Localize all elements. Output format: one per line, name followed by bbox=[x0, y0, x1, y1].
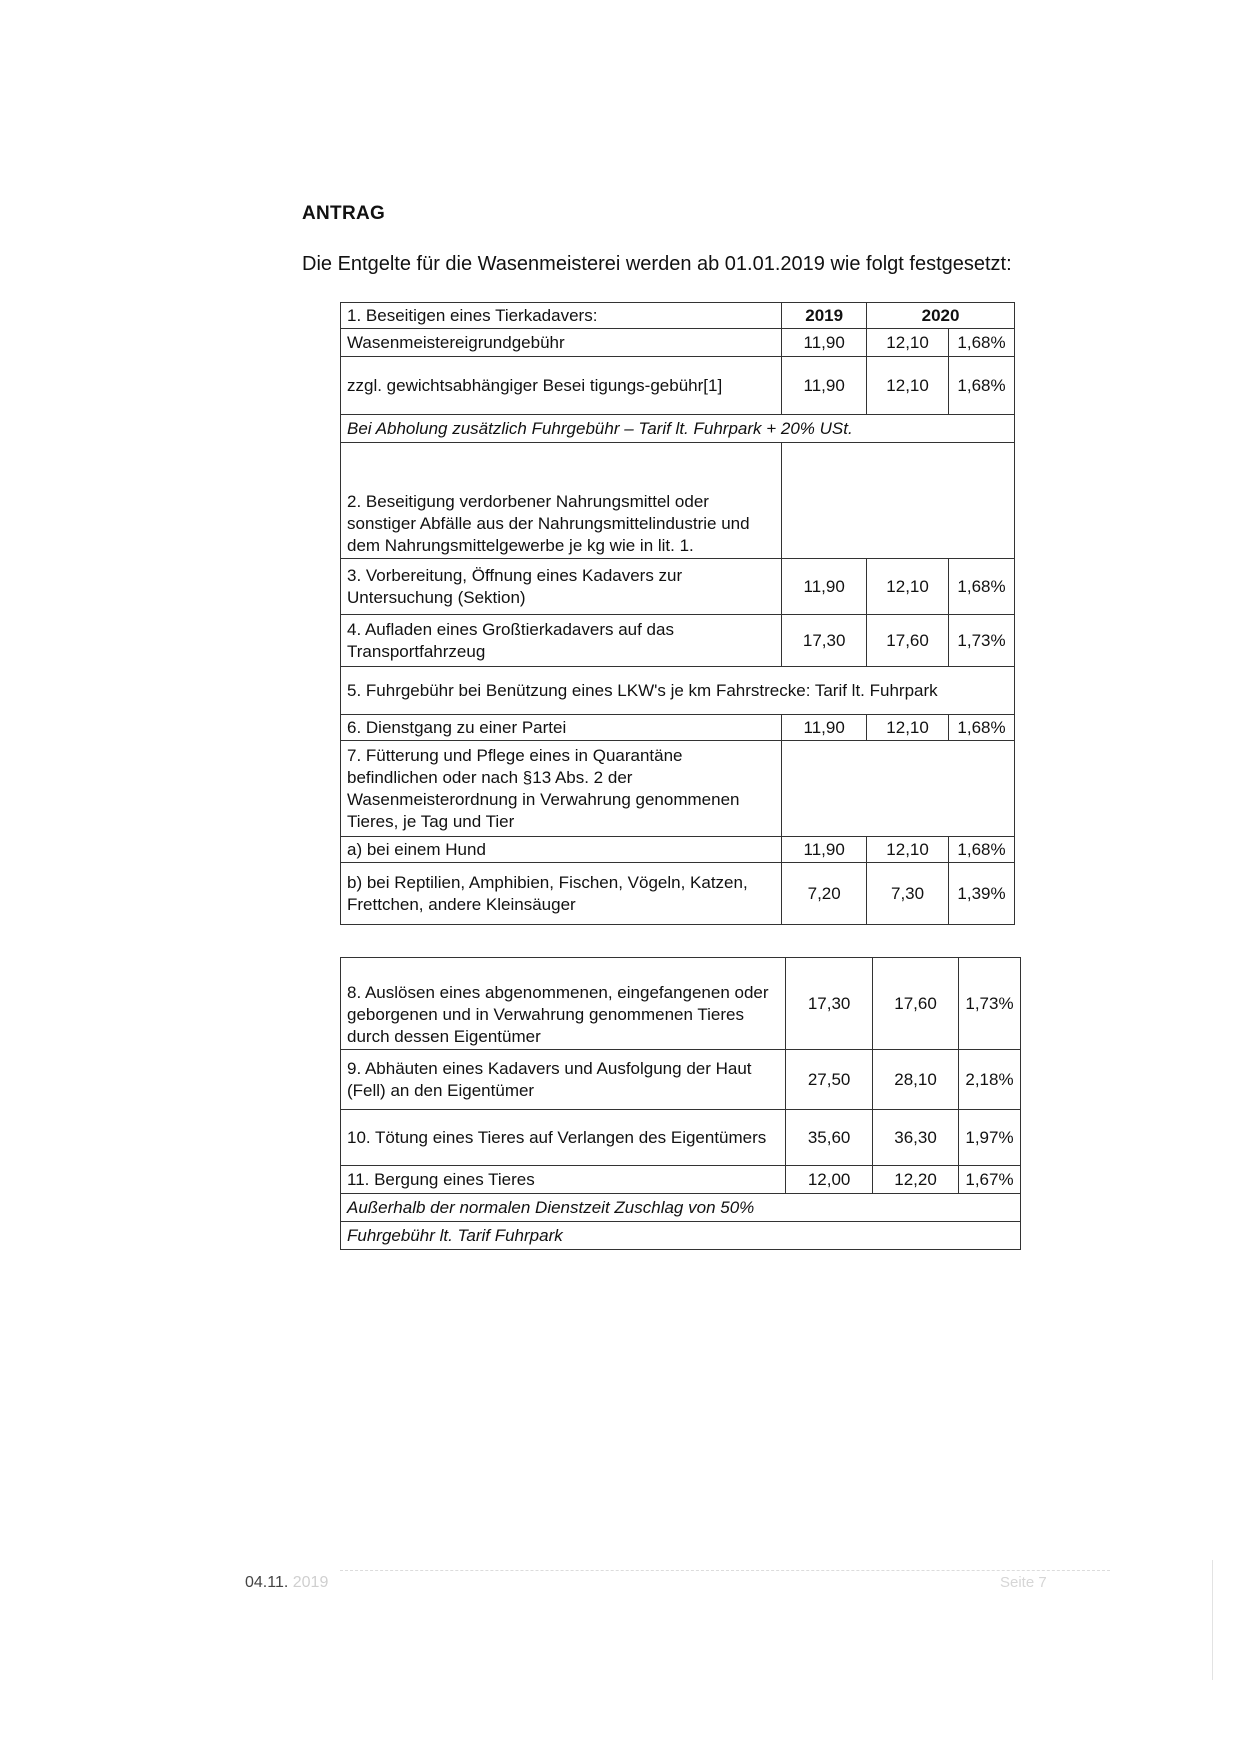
value-2020: 7,30 bbox=[867, 863, 949, 925]
empty-cell bbox=[782, 443, 1015, 559]
change-percent: 1,68% bbox=[949, 715, 1015, 741]
table-row bbox=[341, 357, 1015, 415]
row-label: 5. Fuhrgebühr bei Benützung eines LKW's je km Fahrstrecke: Tarif lt. Fuhrpark bbox=[341, 667, 1015, 715]
value-2020: 17,60 bbox=[873, 958, 959, 1050]
change-percent: 1,97% bbox=[958, 1110, 1020, 1166]
document-heading: ANTRAG bbox=[302, 203, 386, 224]
value-2020: 17,60 bbox=[867, 615, 949, 667]
row-note: Fuhrgebühr lt. Tarif Fuhrpark bbox=[341, 1222, 1021, 1250]
row-label: 3. Vorbereitung, Öffnung eines Kadavers zur Untersuchung (Sektion) bbox=[341, 559, 782, 615]
table-note-row bbox=[341, 1222, 1021, 1250]
value-2019: 11,90 bbox=[782, 357, 867, 415]
change-percent: 1,73% bbox=[958, 958, 1020, 1050]
row-label: 4. Aufladen eines Großtierkadavers auf das Transportfahrzeug bbox=[341, 615, 782, 667]
footer-date-text: 04.11. bbox=[245, 1574, 289, 1591]
row-note: Bei Abholung zusätzlich Fuhrgebühr – Tarif lt. Fuhrpark + 20% USt. bbox=[341, 415, 1015, 443]
change-percent: 1,68% bbox=[949, 357, 1015, 415]
row-label: zzgl. gewichtsabhängiger Besei tigungs-gebühr[1] bbox=[341, 357, 782, 415]
table-row bbox=[341, 837, 1015, 863]
table-row bbox=[341, 667, 1015, 715]
value-2019: 7,20 bbox=[782, 863, 867, 925]
table-row bbox=[341, 958, 1021, 1050]
change-percent: 2,18% bbox=[958, 1050, 1020, 1110]
footer-date bbox=[245, 1574, 328, 1592]
table-row bbox=[341, 741, 1015, 837]
year-2020-header: 2020 bbox=[867, 303, 1015, 329]
value-2019: 11,90 bbox=[782, 715, 867, 741]
change-percent: 1,68% bbox=[949, 837, 1015, 863]
value-2020: 12,10 bbox=[867, 559, 949, 615]
table-row bbox=[341, 1166, 1021, 1194]
table-header-row bbox=[341, 303, 1015, 329]
intro-text: Die Entgelte für die Wasenmeisterei werden ab 01.01.2019 wie folgt festgesetzt: bbox=[302, 253, 1012, 275]
value-2020: 12,20 bbox=[873, 1166, 959, 1194]
table-note-row bbox=[341, 1194, 1021, 1222]
change-percent: 1,68% bbox=[949, 329, 1015, 357]
row-label: 6. Dienstgang zu einer Partei bbox=[341, 715, 782, 741]
fee-table-2 bbox=[340, 957, 1021, 1250]
value-2019: 27,50 bbox=[786, 1050, 873, 1110]
value-2019: 35,60 bbox=[786, 1110, 873, 1166]
change-percent: 1,39% bbox=[949, 863, 1015, 925]
table-row bbox=[341, 329, 1015, 357]
footer-page-number: Seite 7 bbox=[1000, 1574, 1047, 1591]
row-note: Außerhalb der normalen Dienstzeit Zuschlag von 50% bbox=[341, 1194, 1021, 1222]
year-2019-header: 2019 bbox=[782, 303, 867, 329]
row-label: 7. Fütterung und Pflege eines in Quarantäne befindlichen oder nach §13 Abs. 2 der Wasenmeisterordnung in Verwahrung genommenen Tieres, je Tag und Tier bbox=[341, 741, 782, 837]
table-note-row bbox=[341, 415, 1015, 443]
value-2020: 12,10 bbox=[867, 357, 949, 415]
row-label: Wasenmeistereigrundgebühr bbox=[341, 329, 782, 357]
row-label: a) bei einem Hund bbox=[341, 837, 782, 863]
row-label: b) bei Reptilien, Amphibien, Fischen, Vögeln, Katzen, Frettchen, andere Kleinsäuger bbox=[341, 863, 782, 925]
change-percent: 1,73% bbox=[949, 615, 1015, 667]
value-2020: 12,10 bbox=[867, 329, 949, 357]
value-2020: 28,10 bbox=[873, 1050, 959, 1110]
row-label: 9. Abhäuten eines Kadavers und Ausfolgung der Haut (Fell) an den Eigentümer bbox=[341, 1050, 786, 1110]
fee-table-1 bbox=[340, 302, 1015, 925]
change-percent: 1,68% bbox=[949, 559, 1015, 615]
table-row bbox=[341, 715, 1015, 741]
table-row bbox=[341, 1110, 1021, 1166]
change-percent: 1,67% bbox=[958, 1166, 1020, 1194]
footer-rule bbox=[340, 1570, 1110, 1571]
section-1-title: 1. Beseitigen eines Tierkadavers: bbox=[341, 303, 782, 329]
value-2019: 11,90 bbox=[782, 559, 867, 615]
value-2019: 11,90 bbox=[782, 329, 867, 357]
value-2020: 12,10 bbox=[867, 837, 949, 863]
scan-edge-mark bbox=[1212, 1560, 1213, 1680]
row-label: 11. Bergung eines Tieres bbox=[341, 1166, 786, 1194]
value-2019: 17,30 bbox=[782, 615, 867, 667]
row-label: 10. Tötung eines Tieres auf Verlangen des Eigentümers bbox=[341, 1110, 786, 1166]
table-row bbox=[341, 559, 1015, 615]
table-row bbox=[341, 863, 1015, 925]
table-row bbox=[341, 443, 1015, 559]
value-2019: 17,30 bbox=[786, 958, 873, 1050]
row-label: 2. Beseitigung verdorbener Nahrungsmittel oder sonstiger Abfälle aus der Nahrungsmittelindustrie und dem Nahrungsmittelgewerbe je kg wie in lit. 1. bbox=[341, 443, 782, 559]
empty-cell bbox=[782, 741, 1015, 837]
value-2019: 12,00 bbox=[786, 1166, 873, 1194]
footer-date-faint: 2019 bbox=[292, 1574, 329, 1591]
row-label: 8. Auslösen eines abgenommenen, eingefangenen oder geborgenen und in Verwahrung genommenen Tieres durch dessen Eigentümer bbox=[341, 958, 786, 1050]
table-row bbox=[341, 615, 1015, 667]
value-2019: 11,90 bbox=[782, 837, 867, 863]
value-2020: 36,30 bbox=[873, 1110, 959, 1166]
table-row bbox=[341, 1050, 1021, 1110]
value-2020: 12,10 bbox=[867, 715, 949, 741]
